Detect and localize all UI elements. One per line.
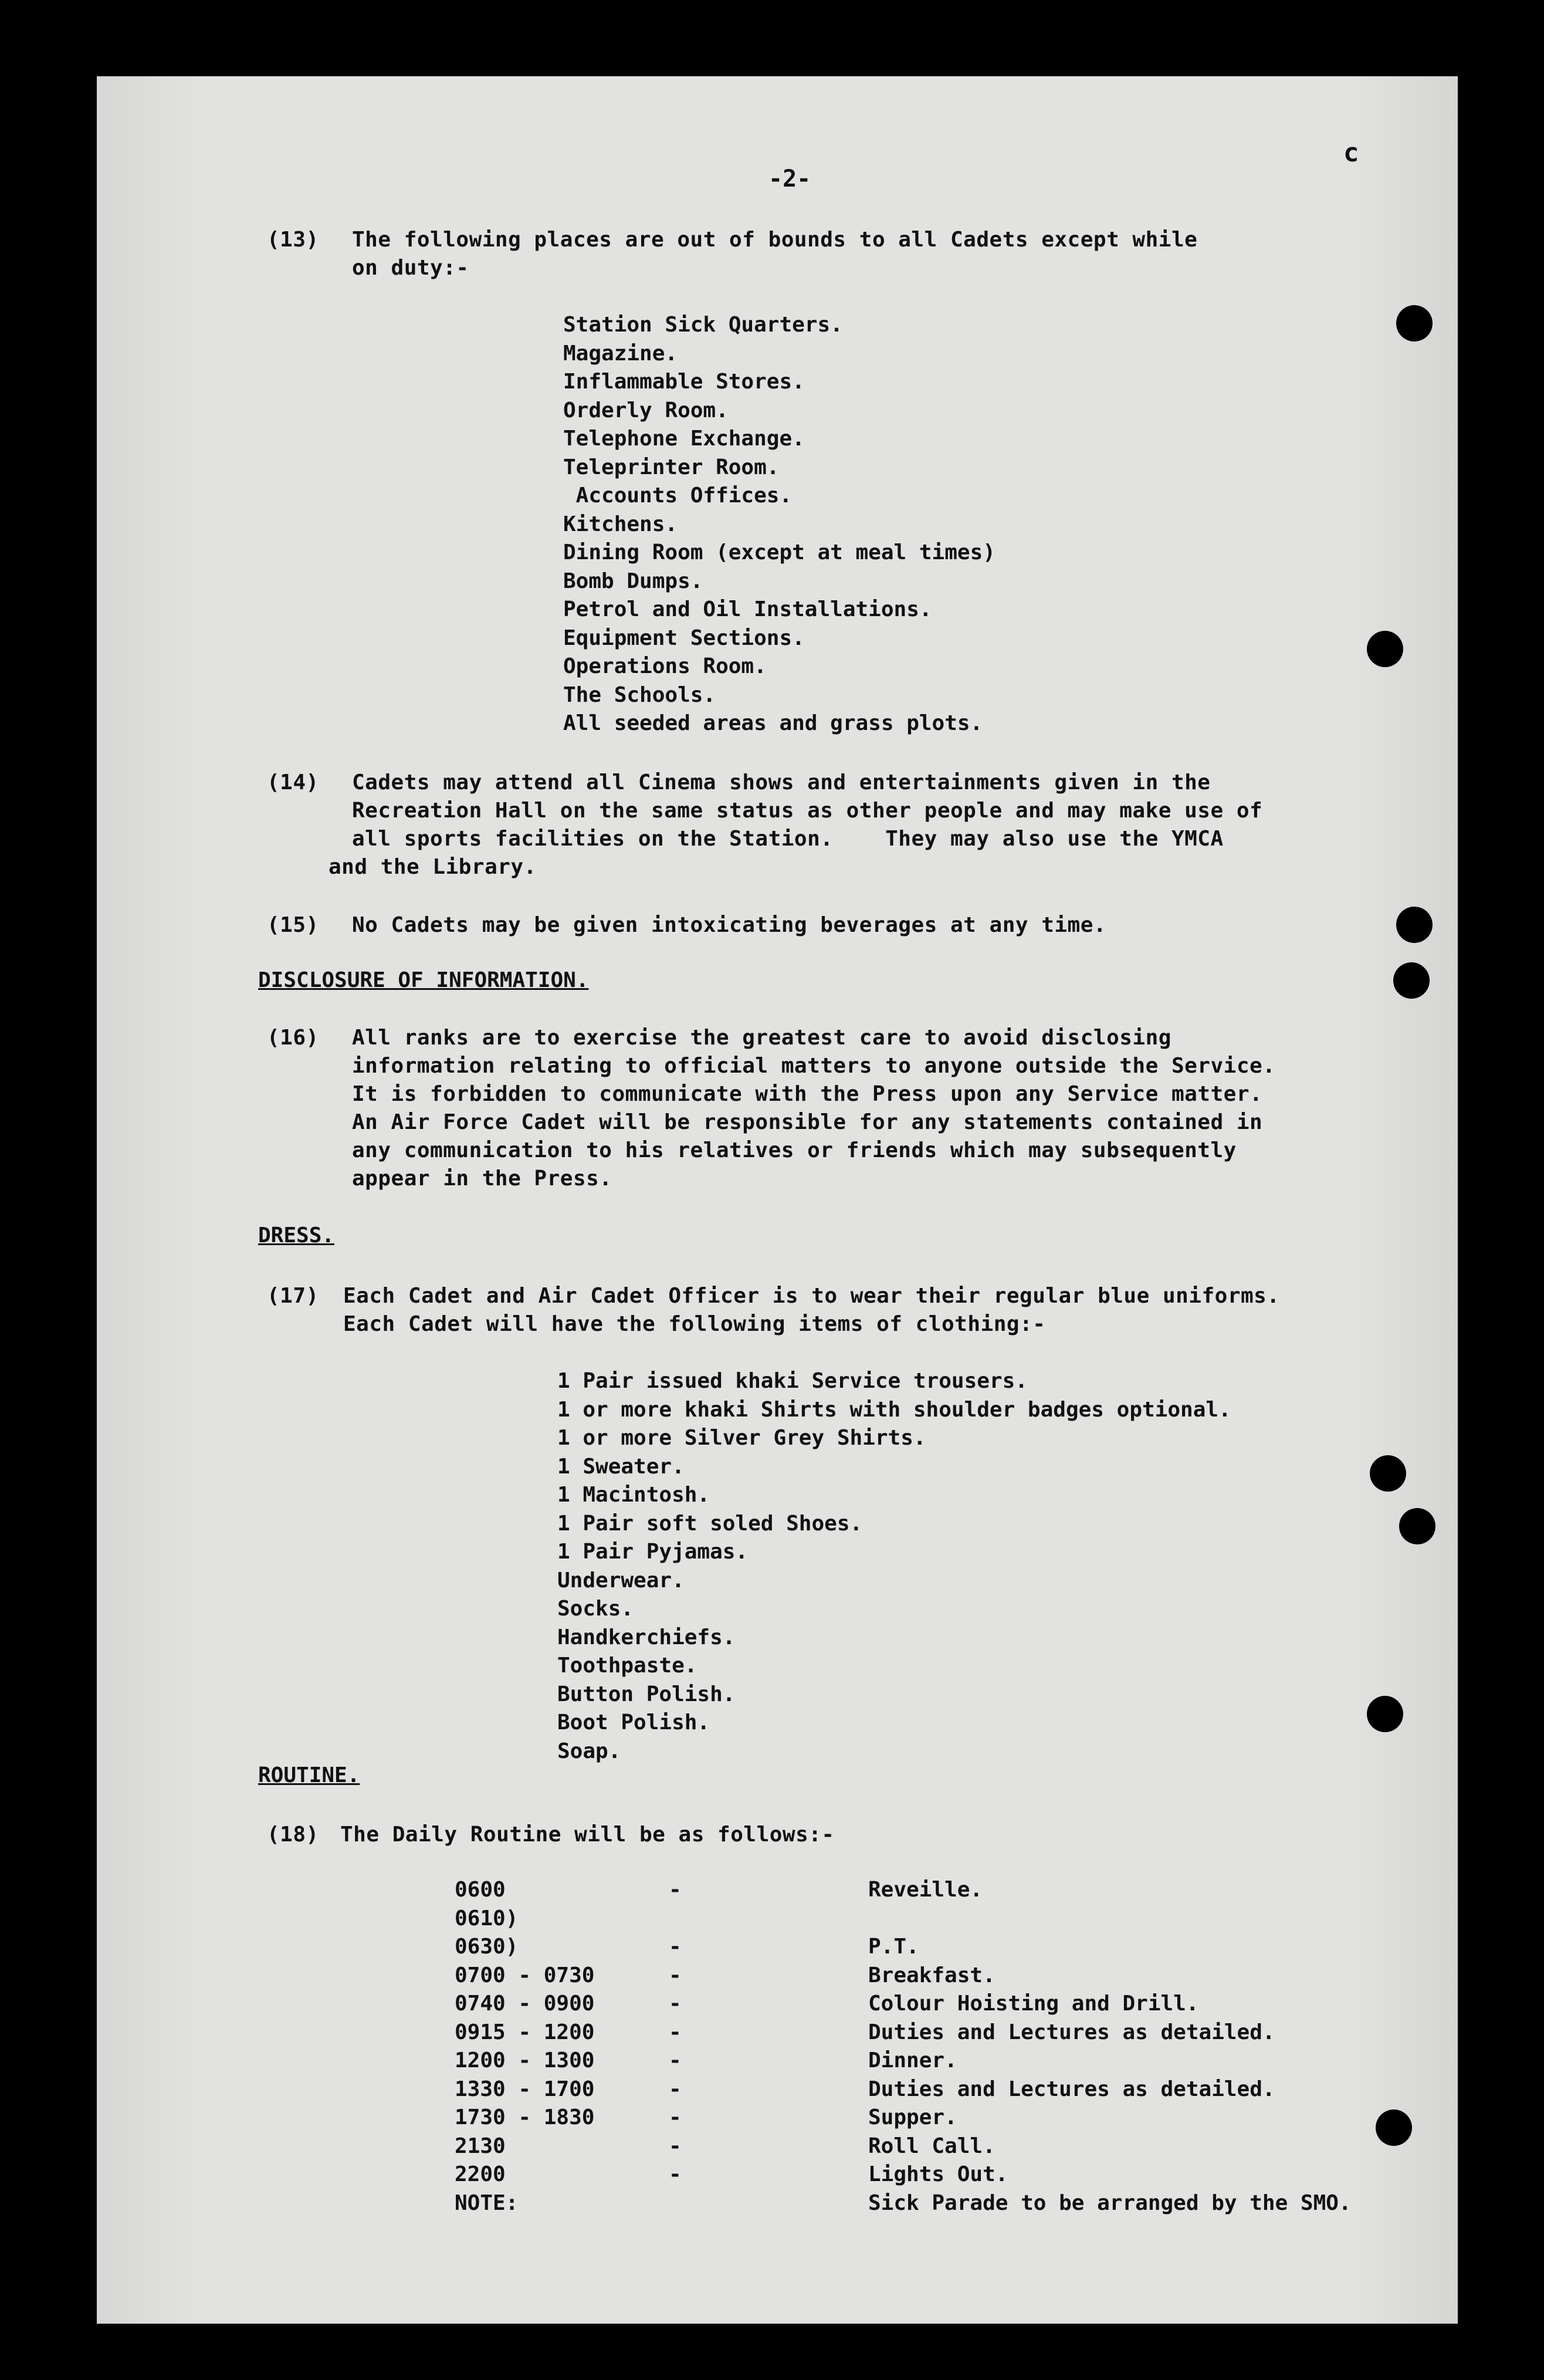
routine-time: 0915 - 1200: [455, 2020, 595, 2044]
list-item: Bomb Dumps.: [563, 569, 703, 593]
para15-number: (15): [267, 913, 319, 937]
list-item: 1 or more khaki Shirts with shoulder badges optional.: [557, 1397, 1231, 1422]
list-item: Dining Room (except at meal times): [563, 540, 996, 564]
routine-time: 0600: [455, 1878, 506, 1902]
list-item: Button Polish.: [557, 1682, 736, 1706]
routine-dash: -: [669, 2134, 682, 2158]
punch-hole: [1367, 1696, 1403, 1732]
punch-hole: [1370, 1455, 1406, 1492]
list-item: Accounts Offices.: [563, 484, 793, 508]
list-item: 1 Pair issued khaki Service trousers.: [557, 1369, 1028, 1393]
para14-line4: and the Library.: [329, 855, 537, 879]
para14-line1: Cadets may attend all Cinema shows and entertainments given in the: [352, 770, 1211, 795]
list-item: Socks.: [557, 1597, 634, 1621]
routine-dash: -: [669, 2162, 682, 2186]
list-item: 1 or more Silver Grey Shirts.: [557, 1426, 926, 1450]
punch-hole: [1376, 2109, 1412, 2146]
punch-hole: [1396, 907, 1433, 943]
list-item: Telephone Exchange.: [563, 427, 805, 451]
corner-mark: c: [1343, 138, 1359, 168]
routine-time: 1330 - 1700: [455, 2077, 595, 2101]
list-item: Orderly Room.: [563, 398, 729, 422]
list-item: Handkerchiefs.: [557, 1625, 736, 1649]
list-item: 1 Sweater.: [557, 1454, 685, 1479]
para14-line3: all sports facilities on the Station. They may also use the YMCA: [352, 827, 1224, 851]
list-item: Soap.: [557, 1739, 621, 1763]
routine-time: 0630): [455, 1935, 519, 1959]
para16-line-3: An Air Force Cadet will be responsible for any statements contained in: [352, 1110, 1263, 1134]
list-item: All seeded areas and grass plots.: [563, 711, 983, 735]
list-item: 1 Pair soft soled Shoes.: [557, 1511, 863, 1536]
routine-time: NOTE:: [455, 2190, 519, 2215]
para16-line-1: information relating to official matters to anyone outside the Service.: [352, 1054, 1276, 1078]
para16-line-4: any communication to his relatives or friends which may subsequently: [352, 1138, 1237, 1162]
list-item: 1 Pair Pyjamas.: [557, 1540, 749, 1564]
routine-activity: Reveille.: [868, 1878, 983, 1902]
punch-hole: [1367, 631, 1403, 667]
routine-activity: Dinner.: [868, 2048, 957, 2073]
list-item: Boot Polish.: [557, 1710, 710, 1735]
page-number: -2-: [768, 165, 811, 192]
punch-hole: [1399, 1508, 1435, 1544]
clothing-list: [557, 1367, 1231, 1766]
para15-line1: No Cadets may be given intoxicating beverages at any time.: [352, 913, 1107, 937]
para17-line1: Each Cadet and Air Cadet Officer is to wear their regular blue uniforms.: [343, 1284, 1280, 1308]
heading-routine: ROUTINE.: [258, 1763, 360, 1787]
routine-activity: Breakfast.: [868, 1963, 996, 1987]
routine-dash: -: [669, 2077, 682, 2101]
routine-activity: P.T.: [868, 1935, 919, 1959]
list-item: Magazine.: [563, 341, 678, 366]
routine-time: 0610): [455, 1906, 519, 1931]
routine-dash: -: [669, 2105, 682, 2129]
para18-line1: The Daily Routine will be as follows:-: [340, 1823, 835, 1847]
list-item: Toothpaste.: [557, 1654, 697, 1678]
para18-number: (18): [267, 1823, 319, 1847]
list-item: Operations Room.: [563, 654, 767, 678]
list-item: Teleprinter Room.: [563, 455, 780, 479]
routine-dash: -: [669, 1963, 682, 1987]
para16-line-5: appear in the Press.: [352, 1167, 612, 1191]
list-item: Equipment Sections.: [563, 626, 805, 650]
list-item: The Schools.: [563, 682, 716, 707]
list-item: Station Sick Quarters.: [563, 313, 843, 337]
routine-dash: -: [669, 2020, 682, 2044]
para13-line2: on duty:-: [352, 256, 469, 280]
heading-dress: DRESS.: [258, 1223, 335, 1248]
routine-time: 2130: [455, 2134, 506, 2158]
punch-hole: [1393, 962, 1430, 999]
list-item: Inflammable Stores.: [563, 370, 805, 394]
list-item: Underwear.: [557, 1568, 685, 1593]
routine-activity: Duties and Lectures as detailed.: [868, 2077, 1275, 2101]
para17-number: (17): [267, 1284, 319, 1308]
routine-activity: Colour Hoisting and Drill.: [868, 1992, 1199, 2016]
punch-hole: [1396, 305, 1433, 342]
routine-time: 1730 - 1830: [455, 2105, 595, 2129]
list-item: 1 Macintosh.: [557, 1483, 710, 1507]
routine-time: 0700 - 0730: [455, 1963, 595, 1987]
routine-time: 0740 - 0900: [455, 1992, 595, 2016]
para16-number: (16): [267, 1026, 319, 1050]
routine-activity: Sick Parade to be arranged by the SMO.: [868, 2190, 1352, 2215]
para13-number: (13): [267, 228, 319, 252]
routine-activity: Lights Out.: [868, 2162, 1008, 2186]
para14-line2: Recreation Hall on the same status as other people and may make use of: [352, 799, 1263, 823]
routine-time: 1200 - 1300: [455, 2048, 595, 2073]
para16-line-0: All ranks are to exercise the greatest care to avoid disclosing: [352, 1026, 1171, 1050]
routine-dash: -: [669, 1992, 682, 2016]
routine-activity: Roll Call.: [868, 2134, 996, 2158]
routine-time: 2200: [455, 2162, 506, 2186]
para16-line-2: It is forbidden to communicate with the Press upon any Service matter.: [352, 1082, 1263, 1106]
out-of-bounds-list: [563, 311, 996, 738]
heading-disclosure: DISCLOSURE OF INFORMATION.: [258, 968, 589, 992]
para14-number: (14): [267, 770, 319, 795]
list-item: Kitchens.: [563, 512, 678, 536]
routine-dash: -: [669, 1935, 682, 1959]
routine-activity: Duties and Lectures as detailed.: [868, 2020, 1275, 2044]
para17-line2: Each Cadet will have the following items of clothing:-: [343, 1312, 1046, 1336]
para13-line1: The following places are out of bounds to all Cadets except while: [352, 228, 1198, 252]
routine-dash: -: [669, 2048, 682, 2073]
list-item: Petrol and Oil Installations.: [563, 597, 932, 621]
routine-activity: Supper.: [868, 2105, 957, 2129]
routine-dash: -: [669, 1878, 682, 1902]
